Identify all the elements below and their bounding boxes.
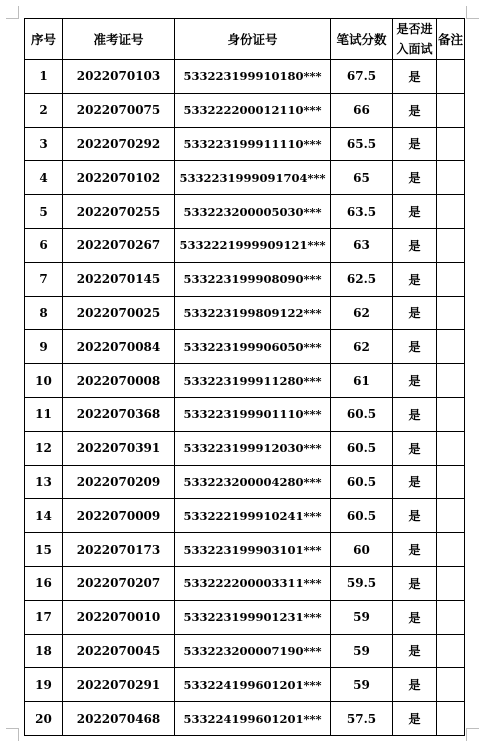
cell-written-score: 63.5	[331, 195, 393, 229]
cell-seq: 5	[25, 195, 63, 229]
cell-exam-number: 2022070075	[63, 93, 175, 127]
cell-exam-number: 2022070291	[63, 668, 175, 702]
cell-enter-interview: 是	[393, 702, 437, 736]
cell-remarks	[437, 93, 465, 127]
cell-id-number: 533223200007190***	[175, 634, 331, 668]
cell-id-number: 533223199908090***	[175, 262, 331, 296]
cell-id-number: 533223199809122***	[175, 296, 331, 330]
table-body	[25, 60, 465, 736]
cell-written-score: 59.5	[331, 566, 393, 600]
cell-seq: 17	[25, 600, 63, 634]
table-row	[25, 533, 465, 567]
table-header	[25, 19, 465, 60]
cell-remarks	[437, 195, 465, 229]
cell-seq: 6	[25, 228, 63, 262]
cell-written-score: 57.5	[331, 702, 393, 736]
cell-enter-interview: 是	[393, 296, 437, 330]
cell-written-score: 61	[331, 364, 393, 398]
cell-id-number: 5332221999909121***	[175, 228, 331, 262]
candidate-score-table	[24, 18, 465, 736]
cell-remarks	[437, 499, 465, 533]
cell-seq: 20	[25, 702, 63, 736]
cell-written-score: 60.5	[331, 499, 393, 533]
cell-id-number: 533223200005030***	[175, 195, 331, 229]
cell-id-number: 533224199601201***	[175, 702, 331, 736]
cell-enter-interview: 是	[393, 465, 437, 499]
cell-remarks	[437, 228, 465, 262]
cell-id-number: 533223199910180***	[175, 60, 331, 94]
cell-id-number: 533224199601201***	[175, 668, 331, 702]
cell-remarks	[437, 702, 465, 736]
cell-enter-interview: 是	[393, 330, 437, 364]
cell-written-score: 60.5	[331, 431, 393, 465]
table-row	[25, 330, 465, 364]
cell-written-score: 67.5	[331, 60, 393, 94]
cell-remarks	[437, 364, 465, 398]
cell-enter-interview: 是	[393, 262, 437, 296]
table-row	[25, 296, 465, 330]
table-row	[25, 702, 465, 736]
cell-seq: 1	[25, 60, 63, 94]
cell-seq: 3	[25, 127, 63, 161]
cell-exam-number: 2022070292	[63, 127, 175, 161]
page-corner-mark-top-left	[6, 6, 19, 19]
table-row	[25, 566, 465, 600]
cell-written-score: 60.5	[331, 465, 393, 499]
table-row	[25, 634, 465, 668]
cell-enter-interview: 是	[393, 431, 437, 465]
cell-enter-interview: 是	[393, 60, 437, 94]
cell-id-number: 533223199911110***	[175, 127, 331, 161]
cell-id-number: 533222199910241***	[175, 499, 331, 533]
cell-enter-interview: 是	[393, 600, 437, 634]
cell-exam-number: 2022070209	[63, 465, 175, 499]
cell-enter-interview: 是	[393, 397, 437, 431]
cell-enter-interview: 是	[393, 499, 437, 533]
cell-seq: 18	[25, 634, 63, 668]
cell-enter-interview: 是	[393, 566, 437, 600]
cell-id-number: 533223199901110***	[175, 397, 331, 431]
cell-written-score: 63	[331, 228, 393, 262]
cell-remarks	[437, 330, 465, 364]
cell-exam-number: 2022070468	[63, 702, 175, 736]
cell-enter-interview: 是	[393, 93, 437, 127]
cell-exam-number: 2022070009	[63, 499, 175, 533]
table-row	[25, 431, 465, 465]
table-row	[25, 397, 465, 431]
cell-enter-interview: 是	[393, 364, 437, 398]
table-row	[25, 364, 465, 398]
cell-id-number: 533223199903101***	[175, 533, 331, 567]
table-row	[25, 60, 465, 94]
cell-written-score: 60	[331, 533, 393, 567]
cell-id-number: 5332231999091704***	[175, 161, 331, 195]
page-corner-mark-top-right	[466, 6, 479, 19]
cell-id-number: 533223199912030***	[175, 431, 331, 465]
cell-seq: 2	[25, 93, 63, 127]
cell-written-score: 65.5	[331, 127, 393, 161]
cell-exam-number: 2022070045	[63, 634, 175, 668]
cell-written-score: 59	[331, 634, 393, 668]
cell-seq: 10	[25, 364, 63, 398]
table-row	[25, 195, 465, 229]
cell-written-score: 62	[331, 330, 393, 364]
cell-enter-interview: 是	[393, 533, 437, 567]
cell-enter-interview: 是	[393, 668, 437, 702]
cell-seq: 16	[25, 566, 63, 600]
cell-remarks	[437, 60, 465, 94]
cell-seq: 12	[25, 431, 63, 465]
table-row	[25, 161, 465, 195]
cell-remarks	[437, 600, 465, 634]
table-row	[25, 262, 465, 296]
cell-seq: 9	[25, 330, 63, 364]
cell-exam-number: 2022070207	[63, 566, 175, 600]
header-id-number: 身份证号	[175, 19, 331, 60]
cell-enter-interview: 是	[393, 228, 437, 262]
cell-exam-number: 2022070025	[63, 296, 175, 330]
cell-exam-number: 2022070145	[63, 262, 175, 296]
cell-seq: 8	[25, 296, 63, 330]
page-corner-mark-bottom-left	[6, 728, 19, 741]
cell-written-score: 59	[331, 600, 393, 634]
page-corner-mark-bottom-right	[466, 728, 479, 741]
cell-exam-number: 2022070008	[63, 364, 175, 398]
cell-written-score: 62	[331, 296, 393, 330]
header-row	[25, 19, 465, 60]
cell-seq: 19	[25, 668, 63, 702]
cell-id-number: 533223199901231***	[175, 600, 331, 634]
cell-remarks	[437, 161, 465, 195]
cell-remarks	[437, 668, 465, 702]
cell-seq: 15	[25, 533, 63, 567]
header-written-score: 笔试分数	[331, 19, 393, 60]
cell-seq: 14	[25, 499, 63, 533]
cell-seq: 11	[25, 397, 63, 431]
header-enter-interview: 是否进入面试	[393, 19, 437, 60]
table-row	[25, 228, 465, 262]
cell-remarks	[437, 566, 465, 600]
table-row	[25, 668, 465, 702]
cell-remarks	[437, 127, 465, 161]
cell-written-score: 59	[331, 668, 393, 702]
cell-seq: 4	[25, 161, 63, 195]
header-exam-number: 准考证号	[63, 19, 175, 60]
cell-enter-interview: 是	[393, 161, 437, 195]
table-row	[25, 600, 465, 634]
table-row	[25, 499, 465, 533]
cell-remarks	[437, 431, 465, 465]
cell-remarks	[437, 397, 465, 431]
cell-remarks	[437, 465, 465, 499]
cell-exam-number: 2022070255	[63, 195, 175, 229]
header-seq: 序号	[25, 19, 63, 60]
cell-exam-number: 2022070267	[63, 228, 175, 262]
cell-seq: 13	[25, 465, 63, 499]
cell-exam-number: 2022070173	[63, 533, 175, 567]
cell-enter-interview: 是	[393, 127, 437, 161]
cell-enter-interview: 是	[393, 195, 437, 229]
cell-id-number: 533222200003311***	[175, 566, 331, 600]
cell-remarks	[437, 533, 465, 567]
cell-id-number: 533223199906050***	[175, 330, 331, 364]
cell-remarks	[437, 634, 465, 668]
cell-written-score: 62.5	[331, 262, 393, 296]
cell-written-score: 66	[331, 93, 393, 127]
cell-exam-number: 2022070103	[63, 60, 175, 94]
table-row	[25, 465, 465, 499]
table-row	[25, 127, 465, 161]
cell-remarks	[437, 262, 465, 296]
cell-written-score: 65	[331, 161, 393, 195]
cell-exam-number: 2022070102	[63, 161, 175, 195]
cell-seq: 7	[25, 262, 63, 296]
cell-id-number: 533222200012110***	[175, 93, 331, 127]
cell-enter-interview: 是	[393, 634, 437, 668]
cell-exam-number: 2022070368	[63, 397, 175, 431]
cell-id-number: 533223200004280***	[175, 465, 331, 499]
cell-remarks	[437, 296, 465, 330]
header-remarks: 备注	[437, 19, 465, 60]
cell-exam-number: 2022070084	[63, 330, 175, 364]
cell-written-score: 60.5	[331, 397, 393, 431]
table-row	[25, 93, 465, 127]
cell-exam-number: 2022070391	[63, 431, 175, 465]
cell-exam-number: 2022070010	[63, 600, 175, 634]
cell-id-number: 533223199911280***	[175, 364, 331, 398]
